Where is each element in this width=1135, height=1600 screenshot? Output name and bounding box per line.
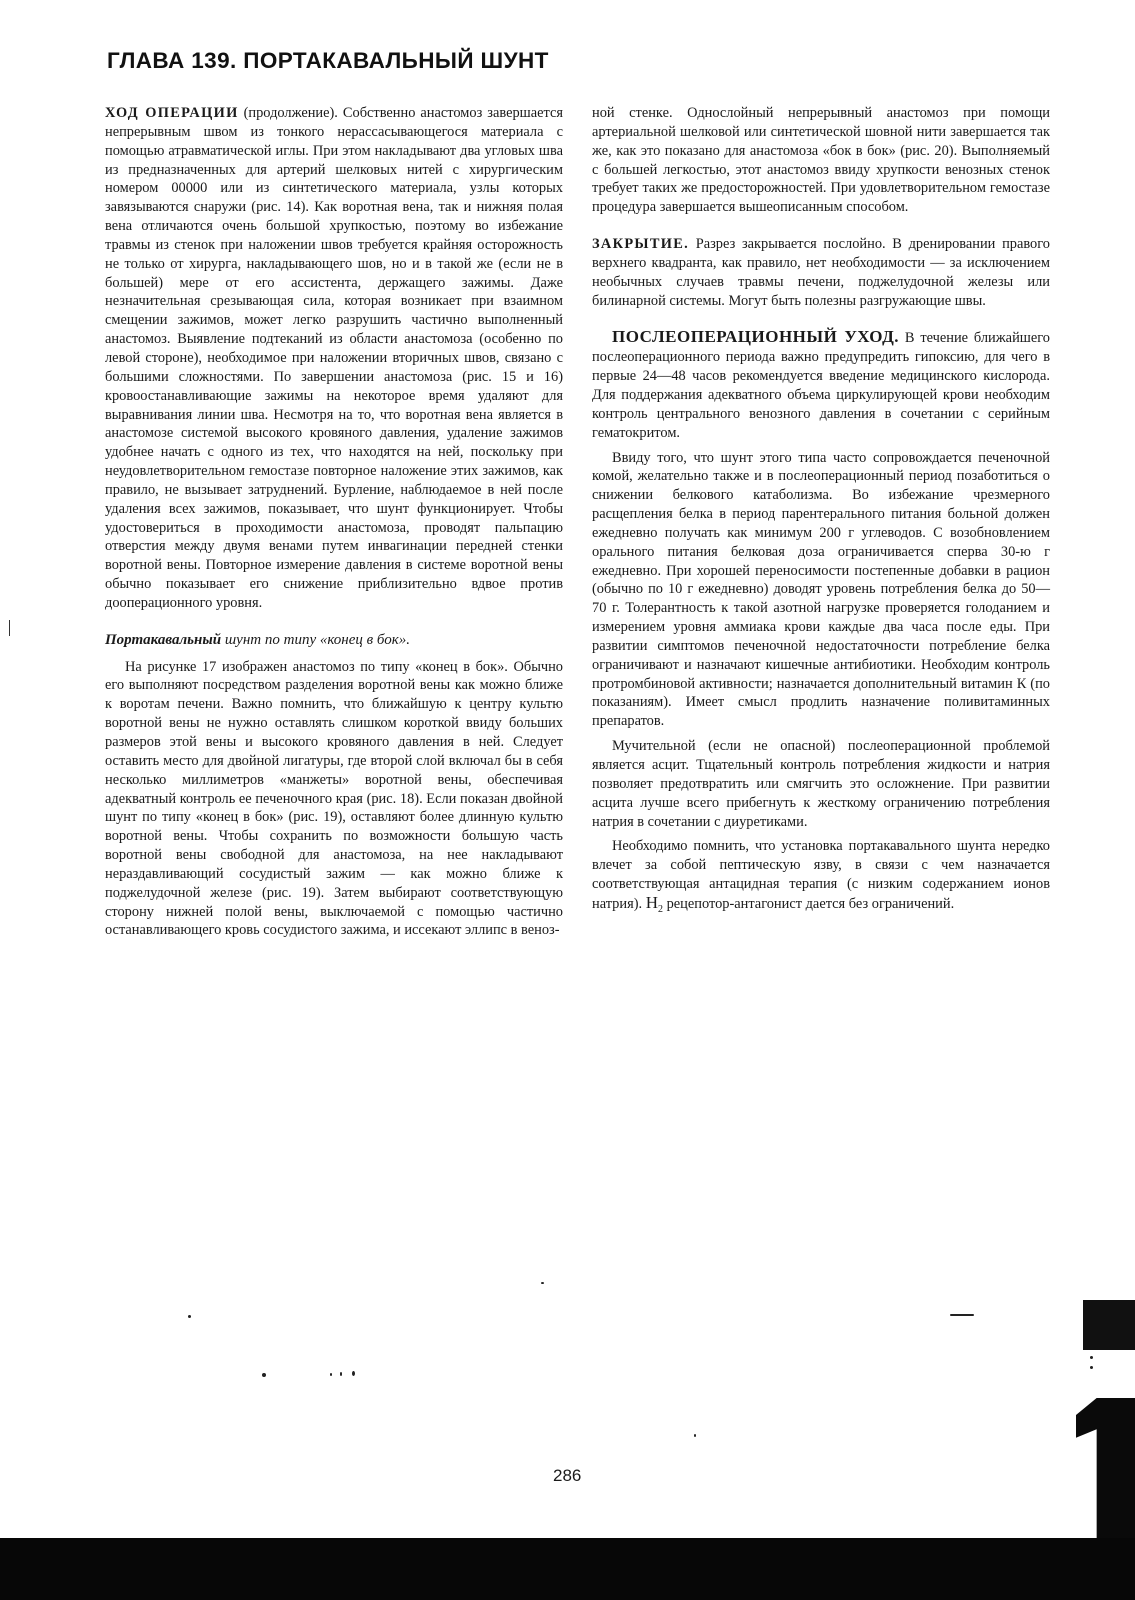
subheading-rest: шунт по типу «конец в бок». [224,631,411,648]
postop-text: В течение ближайшего послеоперационного периода важно предупредить гипоксию, для чего в первые 24—48 часов рекомендуется введение медицинского кислорода. Для поддержания адекватного объема циркулирующей крови необходим контроль центрального венозного давления в сочетании с серийным гематокритом. [592,330,1050,441]
protein-paragraph: Ввиду того, что шунт этого типа часто сопровождается печеночной комой, желательно также и в послеоперационный период позаботиться о снижении белкового катаболизма. Во избежание чрезмерного расщепления белка в период парентерального питания больной должен ежедневно получать как минимум 200 г углеводов. С возобновлением орального питания белковая доза ограничивается сперва 30-ю г ежедневно. При хорошей переносимости постепенные добавки в рацион (обычно по 10 г ежедневно) доводят уровень потребления белка до 50—70 г. Толерантность к такой азотной нагрузке проверяется голоданием и измерением уровня аммиака крови каждые два часа после еды. При развитии симптомов печеночной недостаточности потребление белка ограничивают и назначают кишечные антибиотики. Необходим контроль протромбиновой активности; назначается дополнительный витамин К (по показаниям). Имеет смысл продлить назначение поливитаминных препаратов. [592,449,1050,730]
ulcer-text-a: Необходимо помнить, что установка портакавального шунта нередко влечет за собой пептическую язву, в связи с чем назначается соответствующая антацидная терапия (с низким содержанием ионов натрия). [592,838,1050,912]
scan-speck [541,1282,544,1284]
scan-speck [694,1434,696,1437]
operation-course-heading: ХОД ОПЕРАЦИИ [105,105,239,121]
chapter-title: ГЛАВА 139. ПОРТАКАВАЛЬНЫЙ ШУНТ [107,48,549,73]
operation-course-paragraph [105,104,563,613]
page-number: 286 [553,1466,582,1485]
ulcer-text-b: рецепотор-антагонист дается без ограничений. [666,895,955,912]
scan-speck [950,1314,974,1316]
closure-heading: ЗАКРЫТИЕ. [592,236,690,253]
ulcer-paragraph [592,837,1050,919]
end-to-side-paragraph: На рисунке 17 изображен анастомоз по типу «конец в бок». Обычно его выполняют посредством разделения воротной вены как можно ближе к воротам печени. Важно помнить, что ближайшую к центру культю воротной вены не нужно оставлять слишком короткой ввиду больших размеров этой вены и высокого кровяного давления в ней. Следует оставить место для двойной лигатуры, где второй слой включал бы в себя несколько миллиметров «манжеты» воротной вены, обеспечивая адекватный контроль ее печеночного края (рис. 18). Если показан двойной шунт по типу «конец в бок» (рис. 19), оставляют более длинную культю воротной вены. Чтобы сохранить по возможности большую часть воротной вены свободной для анастомоза, на нее накладывают нераздавливающий сосудистый зажим — как можно ближе к поджелудочной железе (рис. 19). Затем выбирают соответствующую сторону нижней полой вены, выключаемой с помощью частично останавливающего кровь сосудистого зажима, и иссекают эллипс в венoз- [105,658,563,939]
postop-heading: ПОСЛЕОПЕРАЦИОННЫЙ УХОД. [612,327,900,347]
scan-bottom-band [0,1538,1135,1600]
edge-section-number [1076,1398,1135,1540]
scan-speck [340,1372,342,1376]
closure-text: Разрез закрывается послойно. В дренировании правого верхнего квадранта, как правило, нет необходимости — за исключением необычных случаев травмы печени, поджелудочной железы или билинарной системы. Могут быть полезны разгружающие швы. [592,236,1050,309]
scan-speck [1090,1356,1093,1359]
scan-speck [188,1315,191,1318]
continued-paragraph: ной стенке. Однослойный непрерывный анастомоз при помощи артериальной шелковой или синтетической шовной нити завершается так же, как это показано для анастомоза «бок в бок» (рис. 20). Выполняемый с большей легкостью, этот анастомоз ввиду хрупкости венозных стенок требует таких же предосторожностей. При удовлетворительном гемостазе процедура завершается вышеописанным способом. [592,105,1050,216]
subheading-bold-word: Портакавальный [105,631,222,648]
postop-paragraph [592,328,1050,442]
scan-speck [352,1371,355,1376]
scan-speck [330,1373,332,1376]
h2-symbol: $H_2$ [645,892,663,915]
scan-speck [262,1373,266,1377]
scan-speck [1090,1366,1093,1369]
closure-paragraph [592,235,1050,310]
right-column [592,104,1050,926]
ascites-paragraph: Мучительной (если не опасной) послеоперационной проблемой является асцит. Тщательный контроль потребления жидкости и натрия позволяет предотвратить или смягчить это осложнение. При развитии асцита лучше всего прибегнуть к жесткому ограничению потребления натрия в сочетании с диуретиками. [592,738,1050,830]
end-to-side-subheading [105,631,563,650]
left-column [105,104,563,946]
operation-course-text: (продолжение). Собственно анастомоз завершается непрерывным швом из тонкого нерассасывающегося материала с помощью атравматической иглы. При этом накладывают два угловых шва из предназначенных для артерий шелковых нитей с хирургическим номером 00000 или из синтетического материала, узлы которых завязываются снаружи (рис. 14). Как воротная вена, так и нижняя полая вена отличаются очень большой хрупкостью, поэтому во избежание травмы из стенок при наложении швов требуется крайняя осторожность не только от хирурга, накладывающего шов, но и в такой же (если не в большей) мере от его ассистента, держащего зажимы. Даже незначительная срезывающая сила, которая возникает при взаимном смещении зажимов, может легко разрушить частично выполненный анастомоз. Выявление подтеканий из области анастомоза (особенно по левой стороне), необходимое при наложении вторичных швов, связано с большими сложностями. По завершении анастомоза (рис. 15 и 16) кровоостанавливающие зажимы на некоторое время удаляют для выравнивания линии шва. Несмотря на то, что воротная вена является в анастомозе системой высокого кровяного давления, удаление зажимов удобнее начать с одного из тех, что находятся на ней, поскольку при неудовлетворительном гемостазе повторное наложение этих зажимов, как правило, не вызывает затруднений. Бурление, наблюдаемое в ней после удаления всех зажимов, показывает, что шунт функционирует. Чтобы удостовериться в проходимости анастомоза, проводят пальпацию отверстия между двумя венами путем инвагинации передней стенки воротной вены. Повторное измерение давления в системе воротной вены обычно показывает его снижение приблизительно вдвое против дооперационного уровня. [105,105,563,611]
margin-mark [9,620,10,636]
edge-tab-mark [1083,1300,1135,1350]
